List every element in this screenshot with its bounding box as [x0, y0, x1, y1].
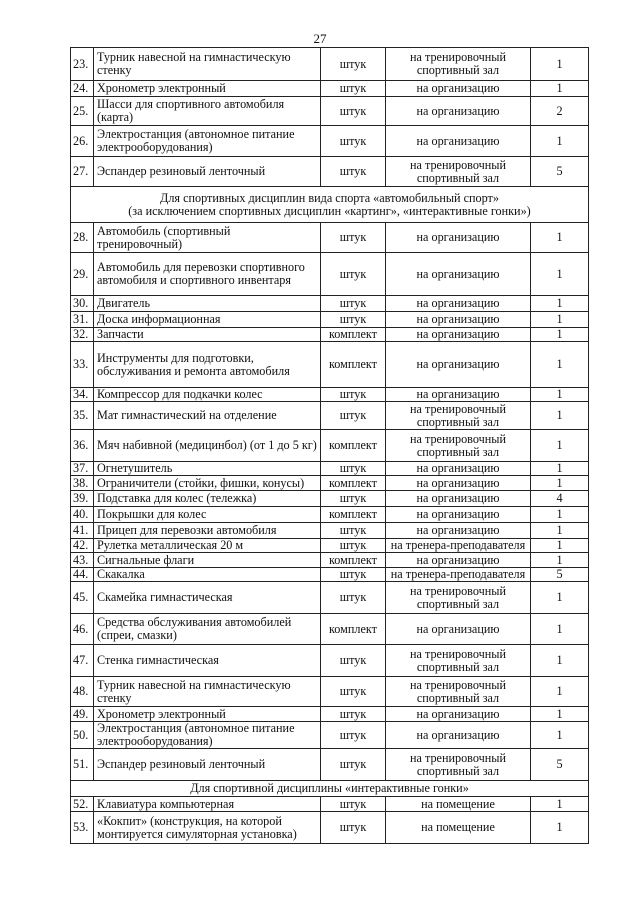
norm-basis-cell: на организацию	[386, 296, 531, 312]
section-title	[71, 781, 589, 797]
unit-cell: комплект	[321, 507, 386, 523]
quantity-cell: 1	[531, 677, 589, 707]
unit-cell: комплект	[321, 553, 386, 568]
item-name-cell: Клавиатура компьютерная	[94, 797, 321, 812]
quantity-cell: 1	[531, 645, 589, 677]
quantity-cell: 1	[531, 812, 589, 844]
unit-cell: комплект	[321, 476, 386, 491]
unit-cell: штук	[321, 523, 386, 539]
row-number-cell: 41.	[71, 523, 94, 539]
item-name-cell: Эспандер резиновый ленточный	[94, 749, 321, 781]
unit-cell: комплект	[321, 430, 386, 462]
unit-cell: штук	[321, 48, 386, 81]
table-row	[71, 749, 589, 781]
norm-basis-cell: на тренера-преподавателя	[386, 568, 531, 582]
equipment-table	[70, 47, 589, 844]
unit-cell: комплект	[321, 614, 386, 645]
table-row	[71, 328, 589, 342]
norm-basis-cell: на организацию	[386, 523, 531, 539]
quantity-cell: 1	[531, 253, 589, 296]
table-row	[71, 126, 589, 157]
norm-basis-cell: на организацию	[386, 388, 531, 402]
item-name-cell: Рулетка металлическая 20 м	[94, 539, 321, 553]
norm-basis-cell: на организацию	[386, 97, 531, 126]
norm-basis-cell: на организацию	[386, 223, 531, 253]
section-header-row	[71, 187, 589, 223]
item-name-cell: Запчасти	[94, 328, 321, 342]
norm-basis-cell: на организацию	[386, 328, 531, 342]
quantity-cell: 1	[531, 523, 589, 539]
row-number-cell: 26.	[71, 126, 94, 157]
norm-basis-cell: на тренировочный спортивный зал	[386, 430, 531, 462]
row-number-cell: 39.	[71, 491, 94, 507]
table-row	[71, 476, 589, 491]
quantity-cell: 1	[531, 81, 589, 97]
table-row	[71, 812, 589, 844]
unit-cell: штук	[321, 568, 386, 582]
norm-basis-cell: на тренировочный спортивный зал	[386, 582, 531, 614]
item-name-cell: Шасси для спортивного автомобиля (карта)	[94, 97, 321, 126]
norm-basis-cell: на тренировочный спортивный зал	[386, 48, 531, 81]
table-row	[71, 296, 589, 312]
unit-cell: штук	[321, 312, 386, 328]
unit-cell: штук	[321, 97, 386, 126]
row-number-cell: 45.	[71, 582, 94, 614]
table-row	[71, 97, 589, 126]
item-name-cell: Мяч набивной (медицинбол) (от 1 до 5 кг)	[94, 430, 321, 462]
item-name-cell: Компрессор для подкачки колес	[94, 388, 321, 402]
norm-basis-cell: на тренировочный спортивный зал	[386, 157, 531, 187]
row-number-cell: 43.	[71, 553, 94, 568]
unit-cell: штук	[321, 722, 386, 749]
table-row	[71, 507, 589, 523]
table-row	[71, 677, 589, 707]
table-row	[71, 645, 589, 677]
table-row	[71, 614, 589, 645]
quantity-cell: 1	[531, 296, 589, 312]
quantity-cell: 1	[531, 48, 589, 81]
item-name-cell: Электростанция (автономное питание электрооборудования)	[94, 722, 321, 749]
quantity-cell: 5	[531, 749, 589, 781]
item-name-cell: Покрышки для колес	[94, 507, 321, 523]
norm-basis-cell: на организацию	[386, 491, 531, 507]
quantity-cell: 1	[531, 582, 589, 614]
unit-cell: штук	[321, 388, 386, 402]
norm-basis-cell: на организацию	[386, 553, 531, 568]
unit-cell: комплект	[321, 328, 386, 342]
unit-cell: штук	[321, 797, 386, 812]
norm-basis-cell: на организацию	[386, 342, 531, 388]
unit-cell: штук	[321, 812, 386, 844]
row-number-cell: 29.	[71, 253, 94, 296]
unit-cell: штук	[321, 749, 386, 781]
row-number-cell: 28.	[71, 223, 94, 253]
item-name-cell: Инструменты для подготовки, обслуживания и ремонта автомобиля	[94, 342, 321, 388]
quantity-cell: 1	[531, 402, 589, 430]
norm-basis-cell: на организацию	[386, 253, 531, 296]
section-title	[71, 187, 589, 223]
quantity-cell: 5	[531, 157, 589, 187]
item-name-cell: Стенка гимнастическая	[94, 645, 321, 677]
unit-cell: штук	[321, 402, 386, 430]
row-number-cell: 40.	[71, 507, 94, 523]
norm-basis-cell: на тренировочный спортивный зал	[386, 402, 531, 430]
unit-cell: штук	[321, 157, 386, 187]
quantity-cell: 1	[531, 722, 589, 749]
unit-cell: штук	[321, 223, 386, 253]
norm-basis-cell: на организацию	[386, 462, 531, 476]
table-row	[71, 523, 589, 539]
norm-basis-cell: на помещение	[386, 797, 531, 812]
item-name-cell: Скамейка гимнастическая	[94, 582, 321, 614]
row-number-cell: 47.	[71, 645, 94, 677]
unit-cell: штук	[321, 645, 386, 677]
row-number-cell: 36.	[71, 430, 94, 462]
row-number-cell: 48.	[71, 677, 94, 707]
table-row	[71, 48, 589, 81]
section-subtitle-text: (за исключением спортивных дисциплин «картинг», «интерактивные гонки»)	[128, 203, 531, 218]
table-row	[71, 342, 589, 388]
quantity-cell: 1	[531, 388, 589, 402]
row-number-cell: 30.	[71, 296, 94, 312]
quantity-cell: 1	[531, 328, 589, 342]
section-header-row	[71, 781, 589, 797]
quantity-cell: 5	[531, 568, 589, 582]
quantity-cell: 1	[531, 126, 589, 157]
section-title-text: Для спортивных дисциплин вида спорта «автомобильный спорт»	[160, 190, 499, 205]
table-row	[71, 312, 589, 328]
item-name-cell: Доска информационная	[94, 312, 321, 328]
row-number-cell: 24.	[71, 81, 94, 97]
item-name-cell: Хронометр электронный	[94, 81, 321, 97]
norm-basis-cell: на организацию	[386, 707, 531, 722]
item-name-cell: Мат гимнастический на отделение	[94, 402, 321, 430]
table-row	[71, 157, 589, 187]
row-number-cell: 25.	[71, 97, 94, 126]
row-number-cell: 31.	[71, 312, 94, 328]
row-number-cell: 33.	[71, 342, 94, 388]
norm-basis-cell: на организацию	[386, 614, 531, 645]
row-number-cell: 38.	[71, 476, 94, 491]
table-row	[71, 722, 589, 749]
norm-basis-cell: на организацию	[386, 312, 531, 328]
quantity-cell: 1	[531, 312, 589, 328]
table-row	[71, 388, 589, 402]
table-row	[71, 491, 589, 507]
row-number-cell: 42.	[71, 539, 94, 553]
norm-basis-cell: на тренировочный спортивный зал	[386, 645, 531, 677]
item-name-cell: Прицеп для перевозки автомобиля	[94, 523, 321, 539]
item-name-cell: «Кокпит» (конструкция, на которой монтируется симуляторная установка)	[94, 812, 321, 844]
item-name-cell: Эспандер резиновый ленточный	[94, 157, 321, 187]
row-number-cell: 49.	[71, 707, 94, 722]
quantity-cell: 2	[531, 97, 589, 126]
table-row	[71, 539, 589, 553]
quantity-cell: 1	[531, 614, 589, 645]
item-name-cell: Автомобиль (спортивный тренировочный)	[94, 223, 321, 253]
section-title-text: Для спортивной дисциплины «интерактивные гонки»	[190, 781, 469, 795]
table-row	[71, 81, 589, 97]
quantity-cell: 4	[531, 491, 589, 507]
unit-cell: штук	[321, 296, 386, 312]
unit-cell: штук	[321, 253, 386, 296]
table-row	[71, 797, 589, 812]
quantity-cell: 1	[531, 707, 589, 722]
norm-basis-cell: на организацию	[386, 722, 531, 749]
norm-basis-cell: на организацию	[386, 81, 531, 97]
norm-basis-cell: на тренера-преподавателя	[386, 539, 531, 553]
unit-cell: комплект	[321, 342, 386, 388]
item-name-cell: Автомобиль для перевозки спортивного автомобиля и спортивного инвентаря	[94, 253, 321, 296]
item-name-cell: Средства обслуживания автомобилей (спреи, смазки)	[94, 614, 321, 645]
item-name-cell: Скакалка	[94, 568, 321, 582]
quantity-cell: 1	[531, 223, 589, 253]
quantity-cell: 1	[531, 539, 589, 553]
norm-basis-cell: на организацию	[386, 126, 531, 157]
row-number-cell: 53.	[71, 812, 94, 844]
quantity-cell: 1	[531, 797, 589, 812]
unit-cell: штук	[321, 462, 386, 476]
unit-cell: штук	[321, 491, 386, 507]
item-name-cell: Турник навесной на гимнастическую стенку	[94, 48, 321, 81]
table-row	[71, 402, 589, 430]
row-number-cell: 37.	[71, 462, 94, 476]
unit-cell: штук	[321, 707, 386, 722]
item-name-cell: Двигатель	[94, 296, 321, 312]
unit-cell: штук	[321, 582, 386, 614]
item-name-cell: Ограничители (стойки, фишки, конусы)	[94, 476, 321, 491]
item-name-cell: Электростанция (автономное питание электрооборудования)	[94, 126, 321, 157]
item-name-cell: Сигнальные флаги	[94, 553, 321, 568]
table-row	[71, 582, 589, 614]
item-name-cell: Хронометр электронный	[94, 707, 321, 722]
row-number-cell: 51.	[71, 749, 94, 781]
quantity-cell: 1	[531, 476, 589, 491]
norm-basis-cell: на организацию	[386, 507, 531, 523]
row-number-cell: 44.	[71, 568, 94, 582]
row-number-cell: 46.	[71, 614, 94, 645]
unit-cell: штук	[321, 539, 386, 553]
page-number: 27	[313, 31, 327, 46]
table-row	[71, 462, 589, 476]
row-number-cell: 52.	[71, 797, 94, 812]
table-row	[71, 568, 589, 582]
quantity-cell: 1	[531, 507, 589, 523]
table-row	[71, 707, 589, 722]
norm-basis-cell: на помещение	[386, 812, 531, 844]
item-name-cell: Огнетушитель	[94, 462, 321, 476]
unit-cell: штук	[321, 677, 386, 707]
row-number-cell: 35.	[71, 402, 94, 430]
quantity-cell: 1	[531, 430, 589, 462]
row-number-cell: 27.	[71, 157, 94, 187]
row-number-cell: 50.	[71, 722, 94, 749]
unit-cell: штук	[321, 126, 386, 157]
table-row	[71, 430, 589, 462]
unit-cell: штук	[321, 81, 386, 97]
item-name-cell: Подставка для колес (тележка)	[94, 491, 321, 507]
norm-basis-cell: на организацию	[386, 476, 531, 491]
quantity-cell: 1	[531, 462, 589, 476]
quantity-cell: 1	[531, 342, 589, 388]
norm-basis-cell: на тренировочный спортивный зал	[386, 677, 531, 707]
table-row	[71, 553, 589, 568]
quantity-cell: 1	[531, 553, 589, 568]
item-name-cell: Турник навесной на гимнастическую стенку	[94, 677, 321, 707]
row-number-cell: 23.	[71, 48, 94, 81]
table-row	[71, 223, 589, 253]
table-row	[71, 253, 589, 296]
row-number-cell: 34.	[71, 388, 94, 402]
norm-basis-cell: на тренировочный спортивный зал	[386, 749, 531, 781]
row-number-cell: 32.	[71, 328, 94, 342]
